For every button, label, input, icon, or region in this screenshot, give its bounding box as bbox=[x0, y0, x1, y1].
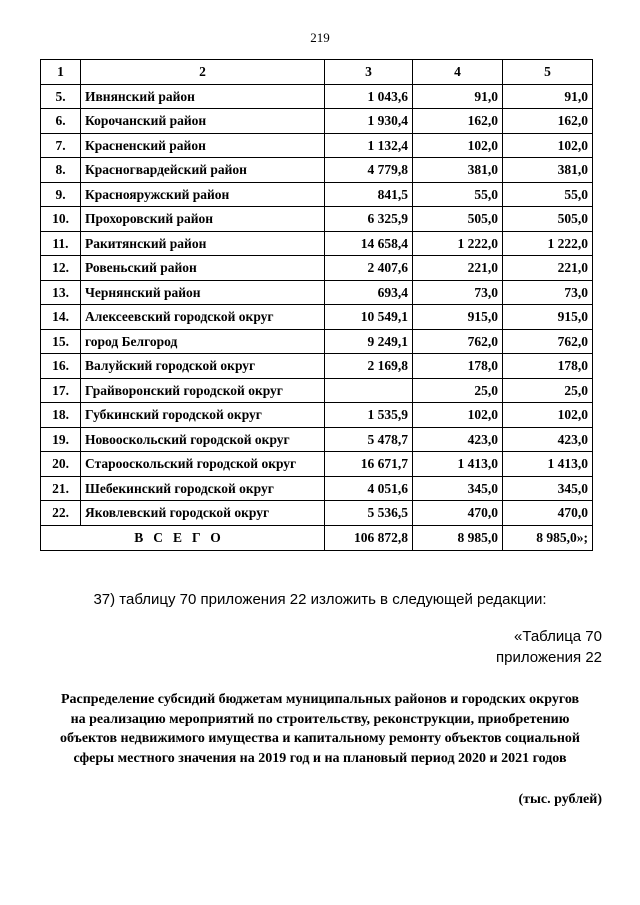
row-number: 8. bbox=[41, 158, 81, 183]
row-number: 22. bbox=[41, 501, 81, 526]
row-name: Старооскольский городской округ bbox=[81, 452, 325, 477]
row-value-2019: 841,5 bbox=[325, 182, 413, 207]
row-value-2020: 55,0 bbox=[413, 182, 503, 207]
row-number: 11. bbox=[41, 231, 81, 256]
row-value-2020: 178,0 bbox=[413, 354, 503, 379]
heading-line: сферы местного значения на 2019 год и на плановый период 2020 и 2021 годов bbox=[73, 750, 567, 766]
table-row bbox=[41, 378, 593, 403]
row-value-2020: 102,0 bbox=[413, 133, 503, 158]
row-value-2021: 505,0 bbox=[503, 207, 593, 232]
row-number: 17. bbox=[41, 378, 81, 403]
heading-line: объектов недвижимого имущества и капитальному ремонту объектов социальной bbox=[60, 731, 580, 746]
row-number: 16. bbox=[41, 354, 81, 379]
row-value-2021: 91,0 bbox=[503, 84, 593, 109]
row-name: Корочанский район bbox=[81, 109, 325, 134]
heading-line: на реализацию мероприятий по строительству, реконструкции, приобретению bbox=[70, 711, 570, 727]
row-value-2021: 73,0 bbox=[503, 280, 593, 305]
row-value-2021: 162,0 bbox=[503, 109, 593, 134]
row-name: город Белгород bbox=[81, 329, 325, 354]
row-value-2020: 25,0 bbox=[413, 378, 503, 403]
table-row bbox=[41, 452, 593, 477]
row-value-2021: 915,0 bbox=[503, 305, 593, 330]
row-value-2019: 1 132,4 bbox=[325, 133, 413, 158]
row-value-2020: 91,0 bbox=[413, 84, 503, 109]
row-value-2021: 470,0 bbox=[503, 501, 593, 526]
row-number: 21. bbox=[41, 476, 81, 501]
row-value-2021: 102,0 bbox=[503, 403, 593, 428]
table-row bbox=[41, 305, 593, 330]
units-label: (тыс. рублей) bbox=[518, 792, 602, 807]
row-value-2019: 5 536,5 bbox=[325, 501, 413, 526]
row-value-2021: 381,0 bbox=[503, 158, 593, 183]
row-number: 7. bbox=[41, 133, 81, 158]
row-value-2020: 505,0 bbox=[413, 207, 503, 232]
row-value-2019: 2 407,6 bbox=[325, 256, 413, 281]
table-reference bbox=[496, 626, 602, 668]
row-value-2019: 10 549,1 bbox=[325, 305, 413, 330]
row-number: 6. bbox=[41, 109, 81, 134]
row-value-2020: 470,0 bbox=[413, 501, 503, 526]
row-value-2021: 1 413,0 bbox=[503, 452, 593, 477]
table-row bbox=[41, 476, 593, 501]
row-value-2021: 423,0 bbox=[503, 427, 593, 452]
total-value-2020: 8 985,0 bbox=[413, 525, 503, 550]
table-header-row bbox=[41, 60, 593, 85]
column-header: 5 bbox=[503, 60, 593, 85]
row-name: Ракитянский район bbox=[81, 231, 325, 256]
row-value-2020: 1 222,0 bbox=[413, 231, 503, 256]
total-label: ВСЕГО bbox=[41, 525, 325, 550]
row-value-2020: 345,0 bbox=[413, 476, 503, 501]
row-value-2020: 423,0 bbox=[413, 427, 503, 452]
row-name: Краснояружский район bbox=[81, 182, 325, 207]
row-name: Ровеньский район bbox=[81, 256, 325, 281]
row-value-2019: 16 671,7 bbox=[325, 452, 413, 477]
row-name: Шебекинский городской округ bbox=[81, 476, 325, 501]
row-name: Валуйский городской округ bbox=[81, 354, 325, 379]
row-name: Губкинский городской округ bbox=[81, 403, 325, 428]
row-name: Грайворонский городской округ bbox=[81, 378, 325, 403]
row-value-2020: 162,0 bbox=[413, 109, 503, 134]
table-row bbox=[41, 231, 593, 256]
row-name: Красненский район bbox=[81, 133, 325, 158]
column-header: 2 bbox=[81, 60, 325, 85]
row-value-2021: 178,0 bbox=[503, 354, 593, 379]
table-row bbox=[41, 158, 593, 183]
row-value-2019: 14 658,4 bbox=[325, 231, 413, 256]
row-number: 10. bbox=[41, 207, 81, 232]
row-value-2020: 1 413,0 bbox=[413, 452, 503, 477]
row-value-2020: 381,0 bbox=[413, 158, 503, 183]
total-row bbox=[41, 525, 593, 550]
table-reference-line: приложения 22 bbox=[496, 649, 602, 666]
column-header: 4 bbox=[413, 60, 503, 85]
row-value-2019 bbox=[325, 378, 413, 403]
row-number: 15. bbox=[41, 329, 81, 354]
row-value-2021: 1 222,0 bbox=[503, 231, 593, 256]
table-reference-line: «Таблица 70 bbox=[513, 628, 602, 645]
row-value-2019: 5 478,7 bbox=[325, 427, 413, 452]
document-heading bbox=[30, 690, 610, 768]
row-number: 9. bbox=[41, 182, 81, 207]
row-number: 14. bbox=[41, 305, 81, 330]
row-name: Чернянский район bbox=[81, 280, 325, 305]
row-value-2020: 762,0 bbox=[413, 329, 503, 354]
row-value-2021: 25,0 bbox=[503, 378, 593, 403]
instruction-text: 37) таблицу 70 приложения 22 изложить в следующей редакции: bbox=[93, 591, 547, 608]
row-value-2020: 221,0 bbox=[413, 256, 503, 281]
row-number: 20. bbox=[41, 452, 81, 477]
table-row bbox=[41, 109, 593, 134]
row-value-2020: 102,0 bbox=[413, 403, 503, 428]
table-row bbox=[41, 133, 593, 158]
table-row bbox=[41, 501, 593, 526]
column-header: 1 bbox=[41, 60, 81, 85]
table-row bbox=[41, 280, 593, 305]
row-name: Прохоровский район bbox=[81, 207, 325, 232]
row-value-2021: 221,0 bbox=[503, 256, 593, 281]
row-number: 18. bbox=[41, 403, 81, 428]
row-value-2019: 9 249,1 bbox=[325, 329, 413, 354]
row-value-2019: 1 930,4 bbox=[325, 109, 413, 134]
row-value-2021: 762,0 bbox=[503, 329, 593, 354]
column-header: 3 bbox=[325, 60, 413, 85]
row-value-2019: 4 051,6 bbox=[325, 476, 413, 501]
row-number: 12. bbox=[41, 256, 81, 281]
table-body bbox=[41, 84, 593, 525]
row-number: 5. bbox=[41, 84, 81, 109]
row-value-2019: 6 325,9 bbox=[325, 207, 413, 232]
table-row bbox=[41, 207, 593, 232]
row-value-2021: 345,0 bbox=[503, 476, 593, 501]
row-value-2019: 1 535,9 bbox=[325, 403, 413, 428]
table-row bbox=[41, 403, 593, 428]
row-name: Красногвардейский район bbox=[81, 158, 325, 183]
heading-line: Распределение субсидий бюджетам муниципальных районов и городских округов bbox=[60, 692, 580, 707]
row-name: Ивнянский район bbox=[81, 84, 325, 109]
table-row bbox=[41, 84, 593, 109]
table-row bbox=[41, 329, 593, 354]
table-row bbox=[41, 354, 593, 379]
row-number: 19. bbox=[41, 427, 81, 452]
row-value-2020: 73,0 bbox=[413, 280, 503, 305]
table-row bbox=[41, 427, 593, 452]
row-value-2020: 915,0 bbox=[413, 305, 503, 330]
row-value-2021: 102,0 bbox=[503, 133, 593, 158]
subsidy-table bbox=[40, 59, 593, 551]
row-value-2019: 1 043,6 bbox=[325, 84, 413, 109]
row-value-2019: 2 169,8 bbox=[325, 354, 413, 379]
total-value-2021: 8 985,0»; bbox=[503, 525, 593, 550]
table-row bbox=[41, 182, 593, 207]
row-name: Алексеевский городской округ bbox=[81, 305, 325, 330]
page-number: 219 bbox=[310, 30, 330, 45]
row-name: Новооскольский городской округ bbox=[81, 427, 325, 452]
row-name: Яковлевский городской округ bbox=[81, 501, 325, 526]
row-value-2019: 4 779,8 bbox=[325, 158, 413, 183]
total-value-2019: 106 872,8 bbox=[325, 525, 413, 550]
row-number: 13. bbox=[41, 280, 81, 305]
row-value-2021: 55,0 bbox=[503, 182, 593, 207]
table-row bbox=[41, 256, 593, 281]
row-value-2019: 693,4 bbox=[325, 280, 413, 305]
